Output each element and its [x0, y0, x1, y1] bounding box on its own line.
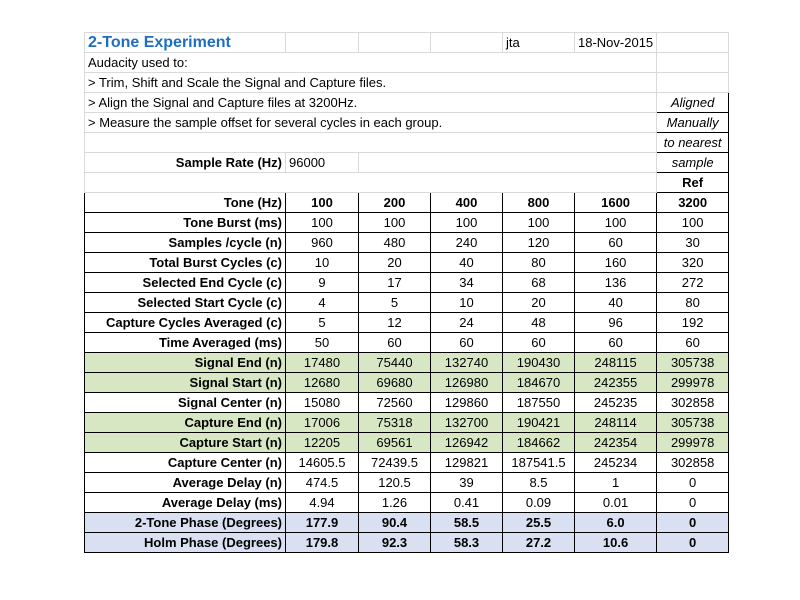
table-cell[interactable]: 14605.5: [286, 453, 359, 473]
table-cell[interactable]: 0.09: [503, 493, 575, 513]
table-cell[interactable]: 299978: [657, 373, 729, 393]
table-cell[interactable]: 245235: [575, 393, 657, 413]
row-label[interactable]: Capture Start (n): [85, 433, 286, 453]
row-label[interactable]: Signal End (n): [85, 353, 286, 373]
row-label[interactable]: Total Burst Cycles (c): [85, 253, 286, 273]
column-header[interactable]: 200: [359, 193, 431, 213]
table-cell[interactable]: 132700: [431, 413, 503, 433]
table-cell[interactable]: 190421: [503, 413, 575, 433]
column-header[interactable]: 800: [503, 193, 575, 213]
table-cell[interactable]: 242355: [575, 373, 657, 393]
table-cell[interactable]: 0: [657, 513, 729, 533]
table-cell[interactable]: 190430: [503, 353, 575, 373]
table-row: [85, 233, 729, 253]
column-header[interactable]: 100: [286, 193, 359, 213]
table-cell[interactable]: 8.5: [503, 473, 575, 493]
table-cell[interactable]: 80: [503, 253, 575, 273]
table-cell[interactable]: 248114: [575, 413, 657, 433]
column-header[interactable]: 1600: [575, 193, 657, 213]
table-row: [85, 493, 729, 513]
table-row: [85, 313, 729, 333]
blank-row: [85, 133, 729, 153]
sample-rate-label[interactable]: Sample Rate (Hz): [85, 153, 286, 173]
table-cell[interactable]: 177.9: [286, 513, 359, 533]
table-cell[interactable]: 100: [657, 213, 729, 233]
row-label[interactable]: Tone Burst (ms): [85, 213, 286, 233]
row-label[interactable]: Capture End (n): [85, 413, 286, 433]
table-cell[interactable]: 160: [575, 253, 657, 273]
table-cell[interactable]: 0: [657, 493, 729, 513]
table-cell[interactable]: 120: [503, 233, 575, 253]
table-cell[interactable]: 15080: [286, 393, 359, 413]
column-header[interactable]: 400: [431, 193, 503, 213]
row-label[interactable]: Selected End Cycle (c): [85, 273, 286, 293]
table-cell[interactable]: 27.2: [503, 533, 575, 553]
row-label[interactable]: Time Averaged (ms): [85, 333, 286, 353]
table-cell[interactable]: 90.4: [359, 513, 431, 533]
table-cell[interactable]: 184662: [503, 433, 575, 453]
table-cell[interactable]: 474.5: [286, 473, 359, 493]
table-row: [85, 373, 729, 393]
note-row: [85, 93, 729, 113]
table-cell[interactable]: 60: [503, 333, 575, 353]
table-cell[interactable]: 20: [359, 253, 431, 273]
row-label[interactable]: Holm Phase (Degrees): [85, 533, 286, 553]
table-row: [85, 353, 729, 373]
ref-label[interactable]: Ref: [657, 173, 729, 193]
table-cell[interactable]: 58.5: [431, 513, 503, 533]
table-cell[interactable]: 17: [359, 273, 431, 293]
table-cell[interactable]: 305738: [657, 353, 729, 373]
table-cell[interactable]: 68: [503, 273, 575, 293]
spreadsheet-table: [84, 32, 729, 553]
table-cell[interactable]: 10: [286, 253, 359, 273]
table-cell[interactable]: 60: [575, 333, 657, 353]
table-cell[interactable]: 12: [359, 313, 431, 333]
aligned-note-cell[interactable]: Manually: [657, 113, 729, 133]
row-label[interactable]: Signal Center (n): [85, 393, 286, 413]
sample-rate-value[interactable]: 96000: [286, 153, 359, 173]
table-row: [85, 513, 729, 533]
table-cell[interactable]: 302858: [657, 393, 729, 413]
table-cell[interactable]: 17480: [286, 353, 359, 373]
table-cell[interactable]: 4.94: [286, 493, 359, 513]
table-cell[interactable]: 132740: [431, 353, 503, 373]
table-cell[interactable]: 10: [431, 293, 503, 313]
table-cell[interactable]: 0.41: [431, 493, 503, 513]
table-cell[interactable]: 5: [359, 293, 431, 313]
table-cell[interactable]: 126942: [431, 433, 503, 453]
table-cell[interactable]: 320: [657, 253, 729, 273]
blank-row: [85, 173, 729, 193]
table-cell[interactable]: 126980: [431, 373, 503, 393]
table-cell[interactable]: 48: [503, 313, 575, 333]
table-cell[interactable]: 136: [575, 273, 657, 293]
table-cell[interactable]: 58.3: [431, 533, 503, 553]
table-cell[interactable]: 69561: [359, 433, 431, 453]
table-cell[interactable]: 5: [286, 313, 359, 333]
table-cell[interactable]: 187550: [503, 393, 575, 413]
table-cell[interactable]: 10.6: [575, 533, 657, 553]
table-cell[interactable]: 242354: [575, 433, 657, 453]
table-cell[interactable]: 60: [431, 333, 503, 353]
table-row: [85, 473, 729, 493]
table-cell[interactable]: 100: [575, 213, 657, 233]
table-cell[interactable]: 12205: [286, 433, 359, 453]
table-cell[interactable]: 100: [359, 213, 431, 233]
table-cell[interactable]: 302858: [657, 453, 729, 473]
table-cell[interactable]: 60: [359, 333, 431, 353]
table-cell[interactable]: 39: [431, 473, 503, 493]
note-cell[interactable]: > Trim, Shift and Scale the Signal and Capture files.: [85, 73, 657, 93]
table-row: [85, 453, 729, 473]
table-cell[interactable]: 34: [431, 273, 503, 293]
table-cell[interactable]: 72560: [359, 393, 431, 413]
row-label[interactable]: Signal Start (n): [85, 373, 286, 393]
note-row: [85, 113, 729, 133]
column-header[interactable]: 3200: [657, 193, 729, 213]
table-cell[interactable]: 25.5: [503, 513, 575, 533]
aligned-note-cell[interactable]: to nearest: [657, 133, 729, 153]
row-label[interactable]: Capture Center (n): [85, 453, 286, 473]
author-cell[interactable]: jta: [503, 33, 575, 53]
table-cell[interactable]: 0: [657, 473, 729, 493]
table-cell[interactable]: 75318: [359, 413, 431, 433]
table-cell[interactable]: 184670: [503, 373, 575, 393]
table-row: [85, 413, 729, 433]
note-cell[interactable]: > Align the Signal and Capture files at 3200Hz.: [85, 93, 657, 113]
row-label[interactable]: 2-Tone Phase (Degrees): [85, 513, 286, 533]
table-cell[interactable]: 100: [431, 213, 503, 233]
table-cell[interactable]: 17006: [286, 413, 359, 433]
table-row: [85, 533, 729, 553]
table-cell[interactable]: 187541.5: [503, 453, 575, 473]
table-cell[interactable]: 12680: [286, 373, 359, 393]
table-cell[interactable]: 9: [286, 273, 359, 293]
table-cell[interactable]: 75440: [359, 353, 431, 373]
table-cell[interactable]: 72439.5: [359, 453, 431, 473]
row-label[interactable]: Tone (Hz): [85, 193, 286, 213]
aligned-note-cell[interactable]: Aligned: [657, 93, 729, 113]
table-cell[interactable]: 192: [657, 313, 729, 333]
table-cell[interactable]: 40: [431, 253, 503, 273]
note-cell[interactable]: Audacity used to:: [85, 53, 657, 73]
table-cell[interactable]: 272: [657, 273, 729, 293]
table-row: [85, 253, 729, 273]
table-cell[interactable]: 245234: [575, 453, 657, 473]
table-cell[interactable]: 20: [503, 293, 575, 313]
sheet-title[interactable]: 2-Tone Experiment: [85, 33, 286, 53]
table-cell[interactable]: 24: [431, 313, 503, 333]
row-label[interactable]: Samples /cycle (n): [85, 233, 286, 253]
table-cell[interactable]: 0.01: [575, 493, 657, 513]
table-cell[interactable]: 60: [575, 233, 657, 253]
table-cell[interactable]: 129860: [431, 393, 503, 413]
table-cell[interactable]: 248115: [575, 353, 657, 373]
table-row: [85, 293, 729, 313]
note-row: [85, 73, 729, 93]
table-cell[interactable]: 6.0: [575, 513, 657, 533]
table-cell[interactable]: 69680: [359, 373, 431, 393]
note-cell[interactable]: > Measure the sample offset for several cycles in each group.: [85, 113, 657, 133]
table-cell[interactable]: 480: [359, 233, 431, 253]
table-cell[interactable]: 96: [575, 313, 657, 333]
table-row: [85, 393, 729, 413]
title-row: [85, 33, 729, 53]
table-cell[interactable]: 1: [575, 473, 657, 493]
table-row: [85, 213, 729, 233]
table-cell[interactable]: 80: [657, 293, 729, 313]
row-label[interactable]: Selected Start Cycle (c): [85, 293, 286, 313]
date-cell[interactable]: 18-Nov-2015: [575, 33, 657, 53]
table-cell[interactable]: 30: [657, 233, 729, 253]
table-cell[interactable]: 100: [503, 213, 575, 233]
table-cell[interactable]: 305738: [657, 413, 729, 433]
table-cell[interactable]: 4: [286, 293, 359, 313]
table-cell[interactable]: 92.3: [359, 533, 431, 553]
aligned-note-cell[interactable]: sample: [657, 153, 729, 173]
table-cell[interactable]: 100: [286, 213, 359, 233]
table-cell[interactable]: 1.26: [359, 493, 431, 513]
table-row: [85, 333, 729, 353]
row-label[interactable]: Average Delay (ms): [85, 493, 286, 513]
table-row: [85, 433, 729, 453]
table-cell[interactable]: 299978: [657, 433, 729, 453]
table-cell[interactable]: 120.5: [359, 473, 431, 493]
note-row: [85, 53, 729, 73]
table-cell[interactable]: 179.8: [286, 533, 359, 553]
row-label[interactable]: Average Delay (n): [85, 473, 286, 493]
table-cell[interactable]: 60: [657, 333, 729, 353]
table-cell[interactable]: 0: [657, 533, 729, 553]
table-cell[interactable]: 40: [575, 293, 657, 313]
sample-rate-row: [85, 153, 729, 173]
table-row: [85, 273, 729, 293]
row-label[interactable]: Capture Cycles Averaged (c): [85, 313, 286, 333]
table-cell[interactable]: 960: [286, 233, 359, 253]
table-cell[interactable]: 129821: [431, 453, 503, 473]
table-cell[interactable]: 50: [286, 333, 359, 353]
tone-header-row: [85, 193, 729, 213]
table-cell[interactable]: 240: [431, 233, 503, 253]
